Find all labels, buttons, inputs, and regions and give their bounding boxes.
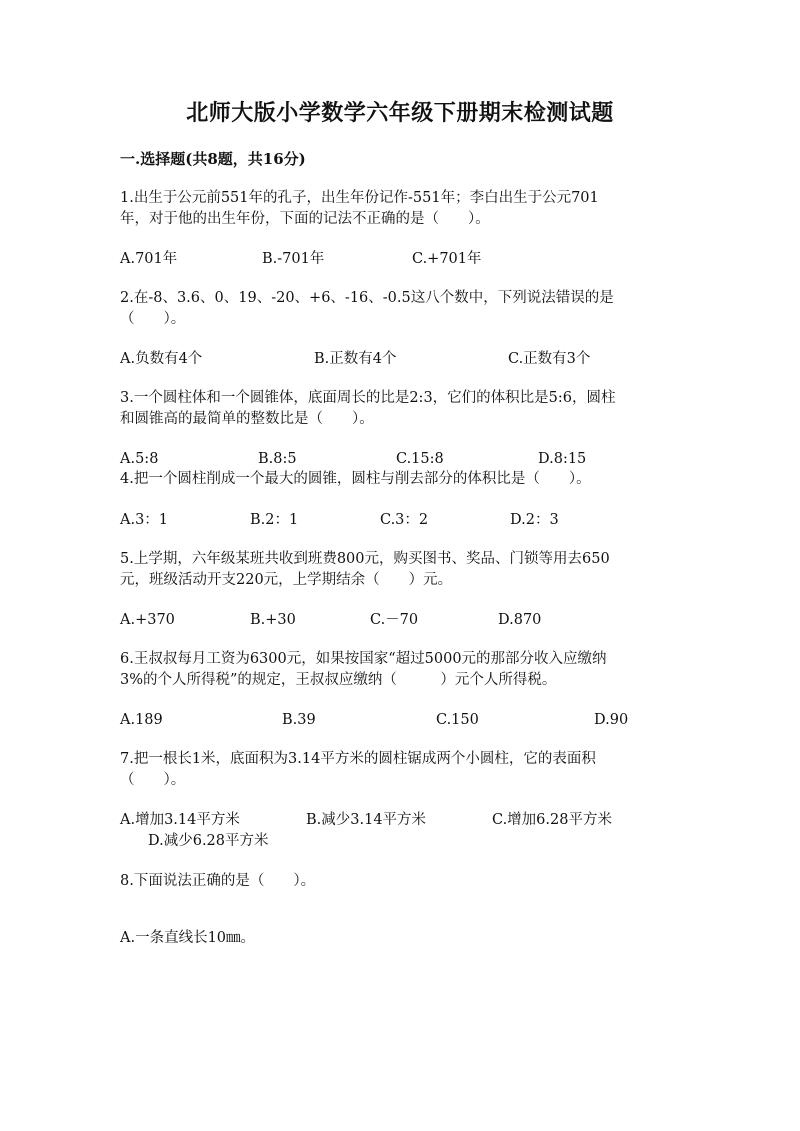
question-3-stem-line-2: 和圆锥高的最简单的整数比是（ ）。 xyxy=(120,411,374,427)
question-2-option-c: C.正数有3个 xyxy=(508,351,591,367)
question-7-option-c: C.增加6.28平方米 xyxy=(492,812,612,828)
question-6-option-b: B.39 xyxy=(282,712,316,728)
question-7-stem xyxy=(120,749,680,791)
question-1-option-a: A.701年 xyxy=(120,251,178,267)
question-8-stem xyxy=(120,871,680,892)
question-1-stem-line-1: 1.出生于公元前551年的孔子，出生年份记作-551年；李白出生于公元701 xyxy=(120,190,599,206)
question-5-stem-line-2: 元，班级活动开支220元，上学期结余（ ）元。 xyxy=(120,572,453,588)
question-4-stem-line-1: 4.把一个圆柱削成一个最大的圆锥，圆柱与削去部分的体积比是（ ）。 xyxy=(120,471,591,487)
question-4-option-b: B.2：1 xyxy=(250,512,299,528)
question-2-stem-line-2: （ ）。 xyxy=(120,311,186,327)
question-6-option-d: D.90 xyxy=(594,712,629,728)
question-4-option-c: C.3：2 xyxy=(380,512,429,528)
question-3-option-d: D.8:15 xyxy=(538,451,587,467)
question-5-option-c: C.－70 xyxy=(370,612,419,628)
question-7-stem-line-2: （ ）。 xyxy=(120,772,186,788)
question-2-option-b: B.正数有4个 xyxy=(314,351,397,367)
question-5-option-a: A.+370 xyxy=(120,612,175,628)
question-5-option-b: B.+30 xyxy=(250,612,296,628)
question-5-stem-line-1: 5.上学期，六年级某班共收到班费800元，购买图书、奖品、门锁等用去650 xyxy=(120,551,610,567)
question-3-option-b: B.8:5 xyxy=(258,451,297,467)
question-6-stem-line-2: 3%的个人所得税”的规定，王叔叔应缴纳（ ）元个人所得税。 xyxy=(120,672,557,688)
question-6-stem-line-1: 6.王叔叔每月工资为6300元，如果按国家“超过5000元的那部分收入应缴纳 xyxy=(120,651,607,667)
question-8-stem-line-1: 8.下面说法正确的是（ ）。 xyxy=(120,873,316,889)
question-8-option-a: A.一条直线长10㎜。 xyxy=(120,930,256,946)
question-1-option-c: C.+701年 xyxy=(412,251,482,267)
question-3-option-a: A.5:8 xyxy=(120,451,159,467)
question-7-option-b: B.减少3.14平方米 xyxy=(306,812,427,828)
question-6-option-a: A.189 xyxy=(120,712,163,728)
question-1-option-b: B.-701年 xyxy=(262,251,325,267)
question-7-stem-line-1: 7.把一根长1米，底面积为3.14平方米的圆柱锯成两个小圆柱，它的表面积 xyxy=(120,751,596,767)
question-1-stem-line-2: 年，对于他的出生年份，下面的记法不正确的是（ ）。 xyxy=(120,211,490,227)
question-3-stem xyxy=(120,388,680,430)
question-6-stem xyxy=(120,649,680,691)
question-4-option-d: D.2：3 xyxy=(510,512,559,528)
question-3-option-c: C.15:8 xyxy=(396,451,444,467)
question-4-stem xyxy=(120,469,680,490)
question-5-option-d: D.870 xyxy=(498,612,542,628)
question-6-option-c: C.150 xyxy=(436,712,479,728)
question-2-stem xyxy=(120,288,680,330)
question-7-option-d: D.减少6.28平方米 xyxy=(148,833,269,849)
question-5-stem xyxy=(120,549,680,591)
question-2-option-a: A.负数有4个 xyxy=(120,351,203,367)
section-heading: 一.选择题(共8题，共16分) xyxy=(120,150,306,168)
question-1-stem xyxy=(120,188,680,230)
question-2-stem-line-1: 2.在-8、3.6、0、19、-20、+6、-16、-0.5这八个数中，下列说法错误的是 xyxy=(120,290,614,306)
question-3-stem-line-1: 3.一个圆柱体和一个圆锥体，底面周长的比是2:3，它们的体积比是5:6，圆柱 xyxy=(120,390,616,406)
question-7-option-a: A.增加3.14平方米 xyxy=(120,812,240,828)
page-title: 北师大版小学数学六年级下册期末检测试题 xyxy=(186,100,614,126)
question-4-option-a: A.3：1 xyxy=(120,512,169,528)
